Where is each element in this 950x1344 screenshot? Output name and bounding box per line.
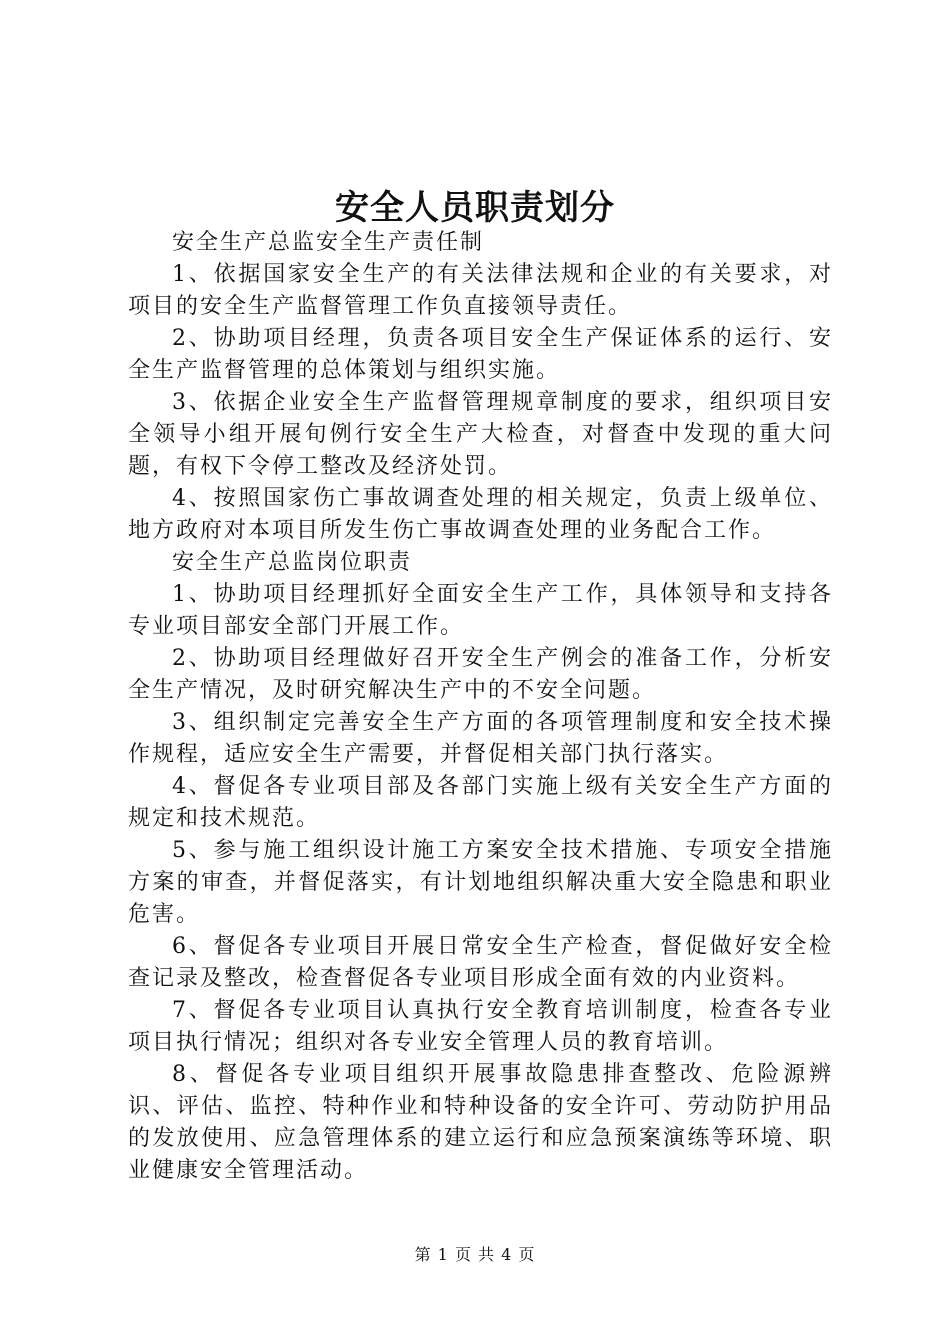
paragraph: 4、督促各专业项目部及各部门实施上级有关安全生产方面的规定和技术规范。 xyxy=(128,774,833,831)
document-body xyxy=(128,227,833,1187)
paragraph: 5、参与施工组织设计施工方案安全技术措施、专项安全措施方案的审查，并督促落实，有计划地组织解决重大安全隐患和职业危害。 xyxy=(128,838,833,927)
paragraph: 1、依据国家安全生产的有关法律法规和企业的有关要求，对项目的安全生产监督管理工作负直接领导责任。 xyxy=(128,262,833,319)
paragraph: 4、按照国家伤亡事故调查处理的相关规定，负责上级单位、地方政府对本项目所发生伤亡事故调查处理的业务配合工作。 xyxy=(128,486,833,543)
paragraph: 7、督促各专业项目认真执行安全教育培训制度，检查各专业项目执行情况；组织对各专业安全管理人员的教育培训。 xyxy=(128,998,833,1055)
paragraph: 1、协助项目经理抓好全面安全生产工作，具体领导和支持各专业项目部安全部门开展工作。 xyxy=(128,582,833,639)
paragraph: 3、组织制定完善安全生产方面的各项管理制度和安全技术操作规程，适应安全生产需要，并督促相关部门执行落实。 xyxy=(128,710,833,767)
document-title: 安全人员职责划分 xyxy=(335,188,615,228)
page-footer: 第 1 页 共 4 页 xyxy=(414,1245,536,1264)
section-heading: 安全生产总监岗位职责 xyxy=(172,550,413,575)
paragraph: 3、依据企业安全生产监督管理规章制度的要求，组织项目安全领导小组开展旬例行安全生产大检查，对督查中发现的重大问题，有权下令停工整改及经济处罚。 xyxy=(128,390,833,479)
paragraph: 8、督促各专业项目组织开展事故隐患排查整改、危险源辨识、评估、监控、特种作业和特种设备的安全许可、劳动防护用品的发放使用、应急管理体系的建立运行和应急预案演练等环境、职业健康安全管理活动。 xyxy=(128,1062,833,1183)
paragraph: 6、督促各专业项目开展日常安全生产检查，督促做好安全检查记录及整改，检查督促各专业项目形成全面有效的内业资料。 xyxy=(128,934,833,991)
paragraph: 2、协助项目经理，负责各项目安全生产保证体系的运行、安全生产监督管理的总体策划与组织实施。 xyxy=(128,326,833,383)
paragraph: 2、协助项目经理做好召开安全生产例会的准备工作，分析安全生产情况，及时研究解决生产中的不安全问题。 xyxy=(128,646,833,703)
section-heading: 安全生产总监安全生产责任制 xyxy=(172,230,485,255)
